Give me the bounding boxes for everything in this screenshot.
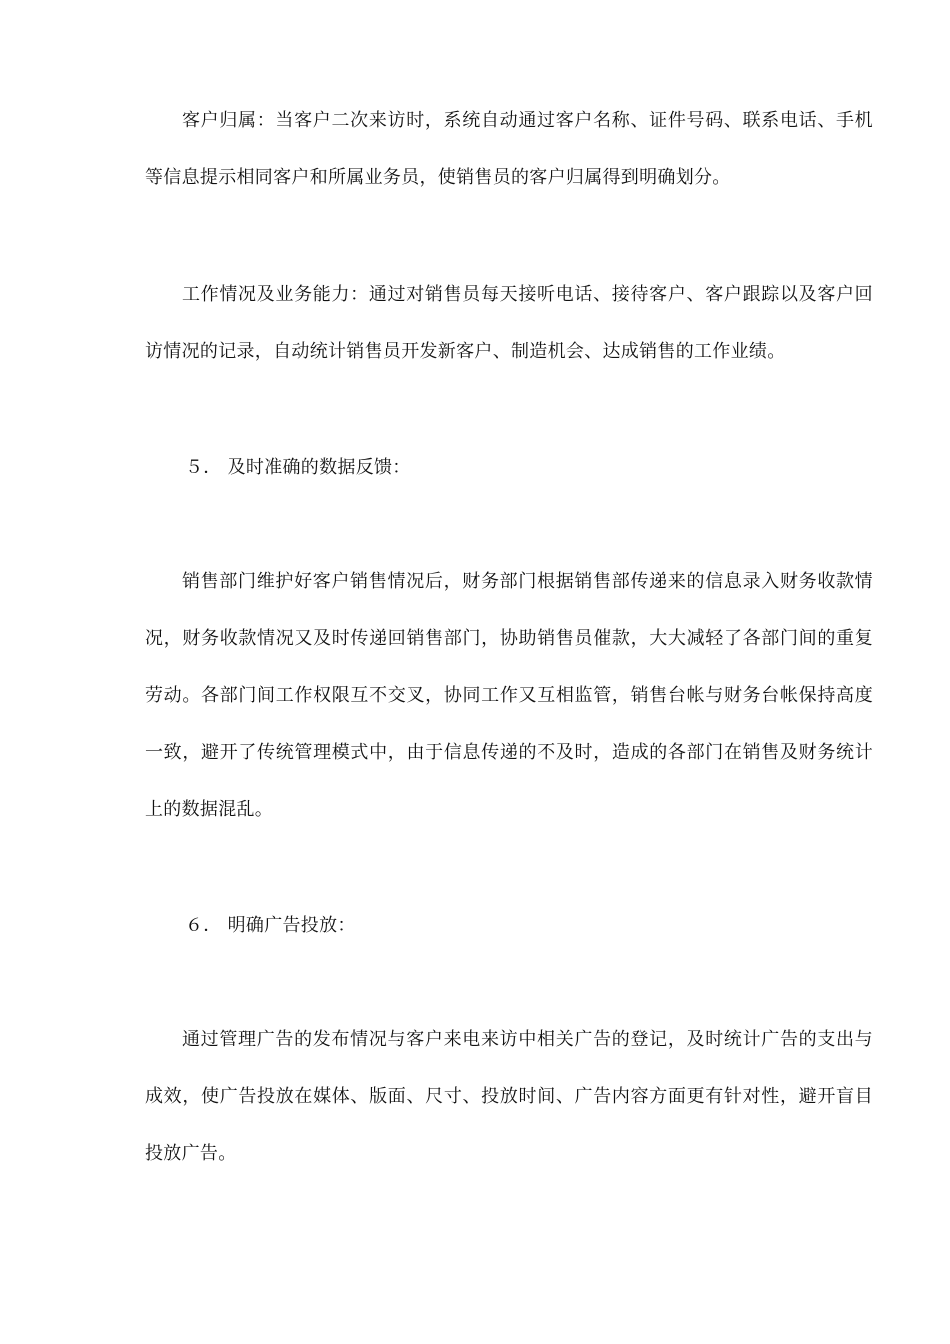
paragraph-work-ability: 工作情况及业务能力：通过对销售员每天接听电话、接待客户、客户跟踪以及客户回访情况的记录，自动统计销售员开发新客户、制造机会、达成销售的工作业绩。 [145,284,873,362]
section-title: 明确广告投放： [227,915,356,936]
paragraph-customer-ownership: 客户归属：当客户二次来访时，系统自动通过客户名称、证件号码、联系电话、手机等信息提示相同客户和所属业务员，使销售员的客户归属得到明确划分。 [145,110,873,188]
paragraph-data-feedback: 销售部门维护好客户销售情况后，财务部门根据销售部传递来的信息录入财务收款情况，财务收款情况又及时传递回销售部门，协助销售员催款，大大减轻了各部门间的重复劳动。各部门间工作权限互不交叉，协同工作又互相监管，销售台帐与财务台帐保持高度一致，避开了传统管理模式中，由于信息传递的不及时，造成的各部门在销售及财务统计上的数据混乱。 [145,571,873,820]
section-number: ５． [185,457,222,478]
section-heading-5 [185,439,411,496]
section-heading-6 [185,897,356,954]
section-number: ６． [185,915,222,936]
section-title: 及时准确的数据反馈： [227,457,411,478]
paragraph-advertising: 通过管理广告的发布情况与客户来电来访中相关广告的登记，及时统计广告的支出与成效，使广告投放在媒体、版面、尺寸、投放时间、广告内容方面更有针对性，避开盲目投放广告。 [145,1029,873,1164]
